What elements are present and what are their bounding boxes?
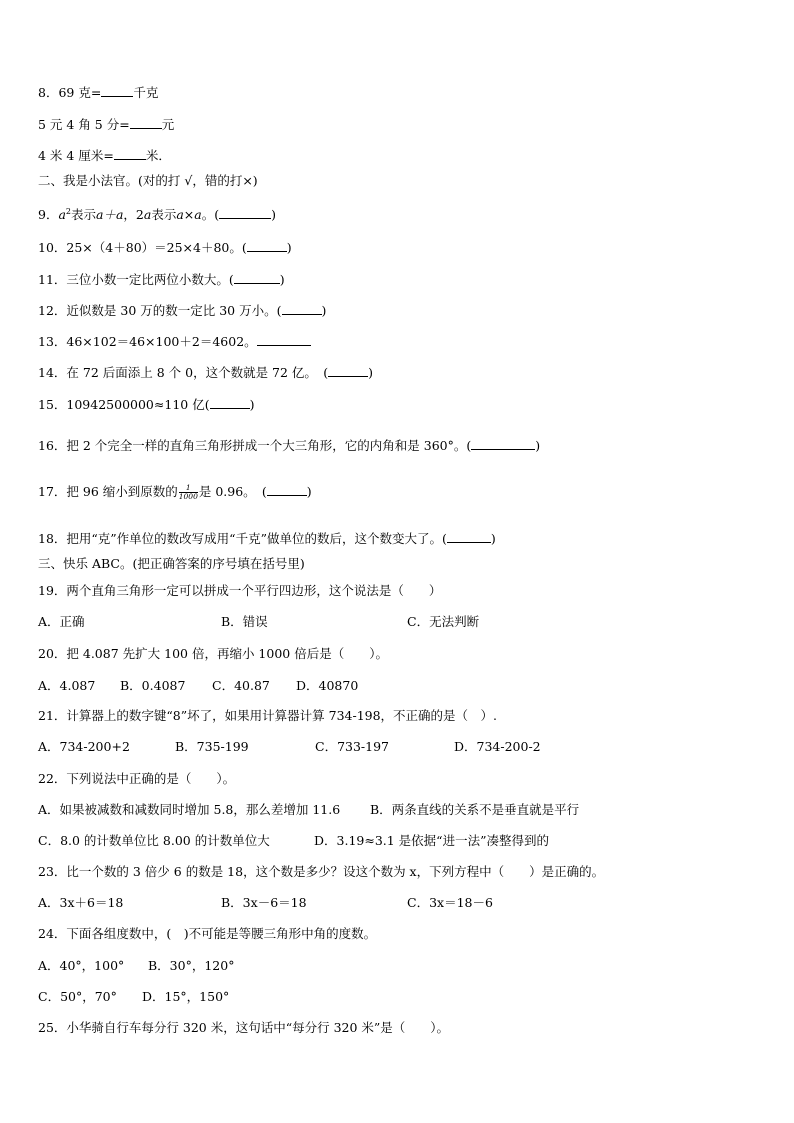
answer-blank[interactable] bbox=[471, 437, 535, 450]
q8-line2: 5 元 4 角 5 分= 元 bbox=[38, 117, 175, 132]
option-c[interactable]: C．733-197 bbox=[315, 739, 390, 754]
question-11: 11．三位小数一定比两位小数大。( ) bbox=[38, 272, 285, 287]
option-d[interactable]: D．734-200-2 bbox=[454, 739, 541, 754]
option-a[interactable]: A．40°，100° bbox=[38, 958, 125, 973]
question-23: 23．比一个数的 3 倍少 6 的数是 18，这个数是多少？设这个数为 x，下列方程中（ ）是正确的。 bbox=[38, 864, 605, 879]
answer-blank[interactable] bbox=[101, 84, 133, 97]
question-14: 14．在 72 后面添上 8 个 0，这个数就是 72 亿。 ( ) bbox=[38, 365, 373, 380]
option-a[interactable]: A．734-200+2 bbox=[38, 739, 130, 754]
section-2-title: 二、我是小法官。(对的打 √，错的打×) bbox=[38, 173, 258, 188]
option-b[interactable]: B．30°，120° bbox=[148, 958, 235, 973]
q19-options bbox=[38, 614, 479, 630]
question-13: 13．46×102＝46×100＋2＝4602。 bbox=[38, 333, 311, 350]
q20-options bbox=[38, 678, 358, 694]
section-3-title: 三、快乐 ABC。(把正确答案的序号填在括号里) bbox=[38, 556, 305, 571]
question-12: 12．近似数是 30 万的数一定比 30 万小。( ) bbox=[38, 303, 327, 318]
option-b[interactable]: B．0.4087 bbox=[120, 678, 186, 693]
q22-options-row2 bbox=[38, 833, 549, 849]
option-a[interactable]: A．如果被减数和减数同时增加 5.8，那么差增加 11.6 bbox=[38, 802, 341, 817]
option-a[interactable]: A．3x＋6＝18 bbox=[38, 895, 124, 910]
option-c[interactable]: C．8.0 的计数单位比 8.00 的计数单位大 bbox=[38, 833, 270, 848]
option-a[interactable]: A．正确 bbox=[38, 614, 85, 629]
answer-blank[interactable] bbox=[328, 364, 368, 377]
answer-blank[interactable] bbox=[282, 302, 322, 315]
answer-blank[interactable] bbox=[257, 333, 311, 346]
option-c[interactable]: C．50°，70° bbox=[38, 989, 117, 1004]
answer-blank[interactable] bbox=[114, 147, 146, 160]
option-d[interactable]: D．15°，150° bbox=[142, 989, 230, 1004]
option-d[interactable]: D．3.19≈3.1 是依据“进一法”凑整得到的 bbox=[314, 833, 549, 848]
option-b[interactable]: B．两条直线的关系不是垂直就是平行 bbox=[370, 802, 580, 817]
q8-line1: 8．69 克= 千克 bbox=[38, 85, 159, 100]
question-18: 18．把用“克”作单位的数改写成用“千克”做单位的数后，这个数变大了。( ) bbox=[38, 531, 496, 546]
q22-options-row1 bbox=[38, 802, 579, 818]
question-19: 19．两个直角三角形一定可以拼成一个平行四边形，这个说法是（ ） bbox=[38, 583, 442, 598]
question-10: 10．25×（4＋80）＝25×4＋80。( ) bbox=[38, 240, 292, 255]
q24-options-row1 bbox=[38, 958, 234, 974]
answer-blank[interactable] bbox=[267, 483, 307, 496]
option-c[interactable]: C．无法判断 bbox=[407, 614, 480, 629]
answer-blank[interactable] bbox=[130, 116, 162, 129]
option-a[interactable]: A．4.087 bbox=[38, 678, 96, 693]
option-c[interactable]: C．3x＝18－6 bbox=[407, 895, 493, 910]
question-9: 9．$a^2$表示a＋a，2a表示a×a。( ) bbox=[38, 207, 277, 223]
answer-blank[interactable] bbox=[234, 271, 280, 284]
q21-options bbox=[38, 739, 541, 755]
q23-options bbox=[38, 895, 493, 911]
q24-options-row2 bbox=[38, 989, 229, 1005]
option-b[interactable]: B．3x－6＝18 bbox=[221, 895, 307, 910]
question-25: 25．小华骑自行车每分行 320 米，这句话中“每分行 320 米”是（ ）。 bbox=[38, 1020, 450, 1035]
question-22: 22．下列说法中正确的是（ ）。 bbox=[38, 771, 236, 786]
question-17: 17．把 96 缩小到原数的 $\frac{1}{1000}$ 是 0.96。 ( ) bbox=[38, 483, 312, 501]
question-21: 21．计算器上的数字键“8”坏了，如果用计算器计算 734-198，不正确的是（ ）. bbox=[38, 708, 498, 723]
answer-blank[interactable] bbox=[219, 206, 271, 219]
question-20: 20．把 4.087 先扩大 100 倍，再缩小 1000 倍后是（ ）。 bbox=[38, 646, 388, 661]
answer-blank[interactable] bbox=[210, 396, 250, 409]
answer-blank[interactable] bbox=[247, 239, 287, 252]
question-16: 16．把 2 个完全一样的直角三角形拼成一个大三角形，它的内角和是 360°。( ) bbox=[38, 438, 541, 453]
fraction: $\frac{1}{1000}$ bbox=[178, 483, 198, 501]
option-b[interactable]: B．735-199 bbox=[175, 739, 249, 754]
answer-blank[interactable] bbox=[447, 530, 491, 543]
q8-line3: 4 米 4 厘米= 米． bbox=[38, 148, 171, 163]
option-d[interactable]: D．40870 bbox=[296, 678, 359, 693]
question-15: 15．10942500000≈110 亿( ) bbox=[38, 397, 255, 412]
option-c[interactable]: C．40.87 bbox=[212, 678, 270, 693]
question-24: 24．下面各组度数中，( )不可能是等腰三角形中角的度数。 bbox=[38, 926, 377, 941]
option-b[interactable]: B．错误 bbox=[221, 614, 268, 629]
